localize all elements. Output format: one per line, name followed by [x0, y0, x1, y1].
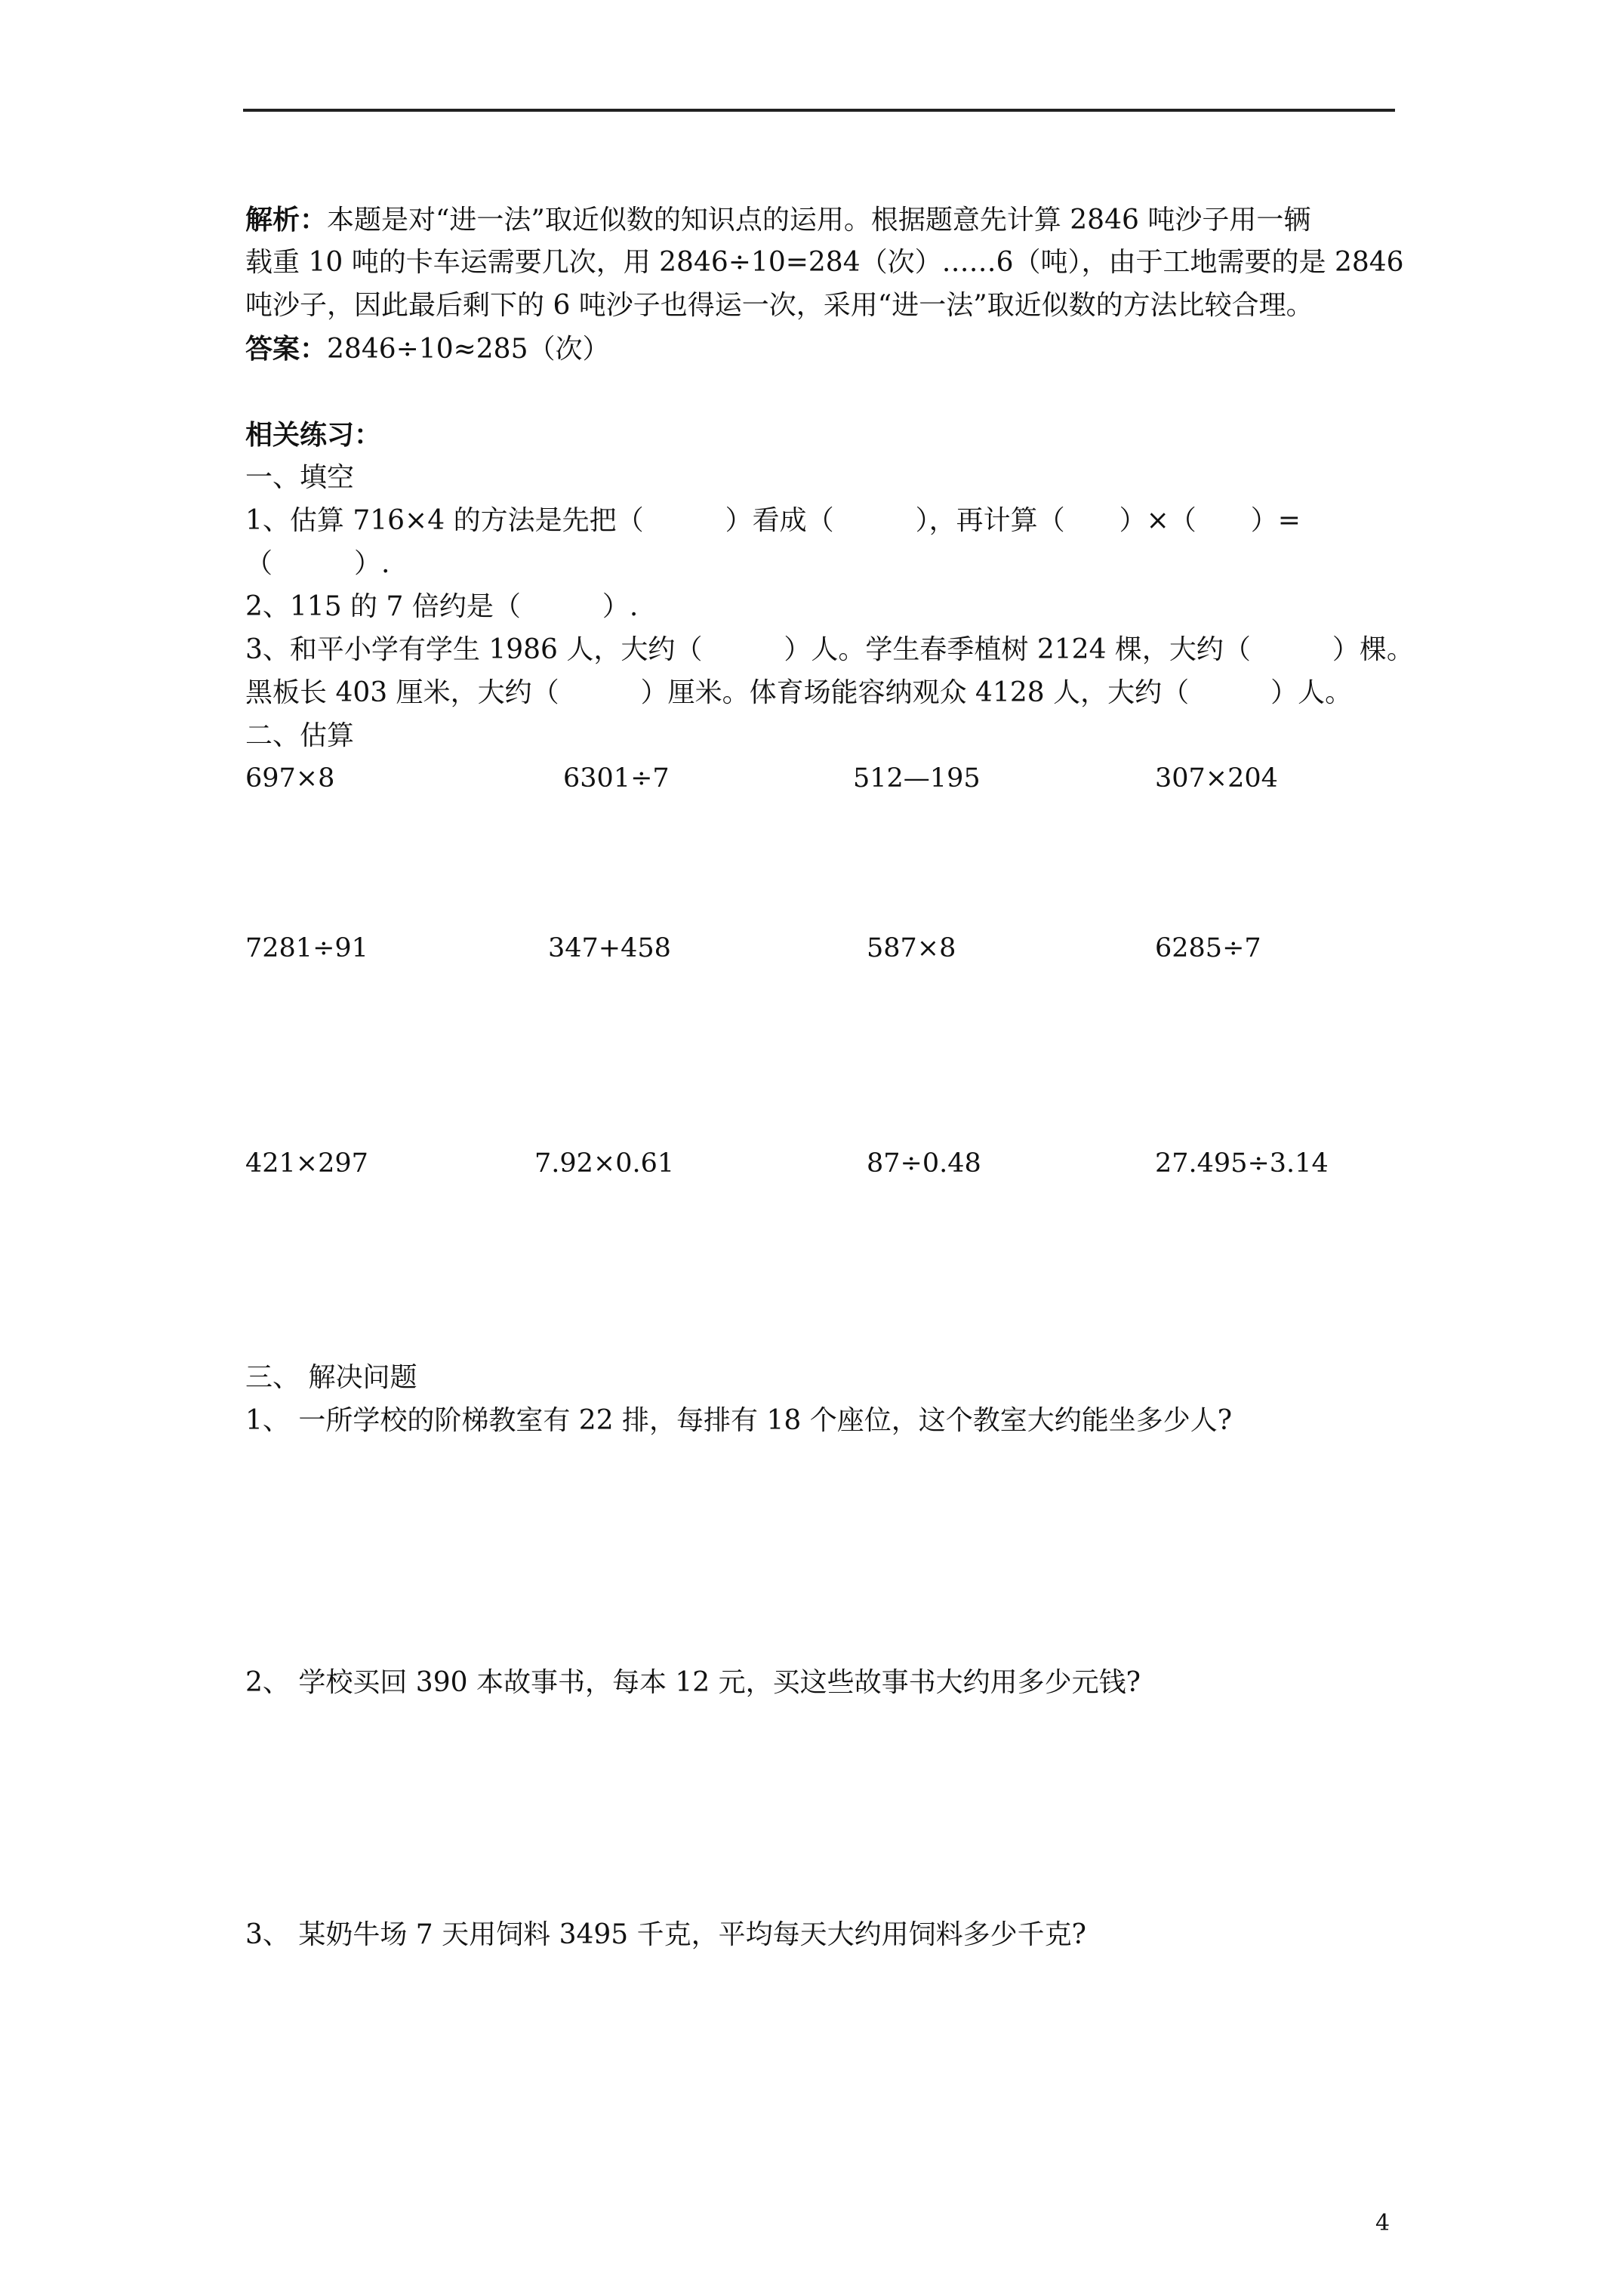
- estimate-item: 307×204: [1155, 763, 1278, 794]
- fill-q3-line1: 3、和平小学有学生 1986 人，大约（ ）人。学生春季植树 2124 棵，大约（ ）棵。: [245, 634, 1414, 665]
- analysis-line-3: 吨沙子，因此最后剩下的 6 吨沙子也得运一次，采用“进一法”取近似数的方法比较合理。: [245, 290, 1313, 321]
- problem-2: 2、 学校买回 390 本故事书，每本 12 元，买这些故事书大约用多少元钱?: [245, 1667, 1141, 1698]
- fill-q1-line1: 1、估算 716×4 的方法是先把（ ）看成（ ），再计算（ ）×（ ）=: [245, 505, 1301, 536]
- estimate-item: 512—195: [853, 763, 981, 794]
- analysis-label: 解析：: [245, 204, 328, 236]
- estimate-item: 697×8: [245, 763, 335, 794]
- analysis-text-1: 本题是对“进一法”取近似数的知识点的运用。根据题意先计算 2846 吨沙子用一辆: [327, 205, 1311, 236]
- estimate-item: 347+458: [548, 933, 671, 963]
- practice-title: 相关练习：: [245, 419, 382, 451]
- section2-heading: 二、估算: [245, 720, 355, 751]
- answer-text: 2846÷10≈285（次）: [327, 334, 610, 365]
- estimate-item: 87÷0.48: [867, 1148, 981, 1179]
- estimate-item: 421×297: [245, 1148, 368, 1179]
- estimate-item: 7281÷91: [245, 933, 368, 963]
- answer-label: 答案：: [245, 333, 328, 365]
- fill-q3-line2: 黑板长 403 厘米，大约（ ）厘米。体育场能容纳观众 4128 人，大约（ ）人。: [245, 677, 1353, 708]
- problem-1: 1、 一所学校的阶梯教室有 22 排，每排有 18 个座位，这个教室大约能坐多少人?: [245, 1405, 1233, 1436]
- estimate-item: 27.495÷3.14: [1155, 1148, 1329, 1179]
- section3-heading: 三、 解决问题: [245, 1362, 417, 1393]
- estimate-item: 6301÷7: [563, 763, 670, 794]
- header-rule: [243, 109, 1395, 112]
- fill-q1-line2: （ ）.: [245, 548, 390, 579]
- page-number: 4: [1375, 2210, 1390, 2236]
- problem-3: 3、 某奶牛场 7 天用饲料 3495 千克，平均每天大约用饲料多少千克?: [245, 1919, 1086, 1950]
- estimate-item: 7.92×0.61: [534, 1148, 675, 1179]
- fill-q2: 2、115 的 7 倍约是（ ）.: [245, 591, 639, 622]
- analysis-line-2: 载重 10 吨的卡车运需要几次，用 2846÷10=284（次）……6（吨），由于工地需要的是 2846: [245, 247, 1404, 278]
- answer-line: [245, 331, 609, 367]
- estimate-item: 587×8: [867, 933, 956, 963]
- analysis-line-1: [245, 202, 1310, 238]
- estimate-item: 6285÷7: [1155, 933, 1261, 963]
- section1-heading: 一、填空: [245, 462, 355, 493]
